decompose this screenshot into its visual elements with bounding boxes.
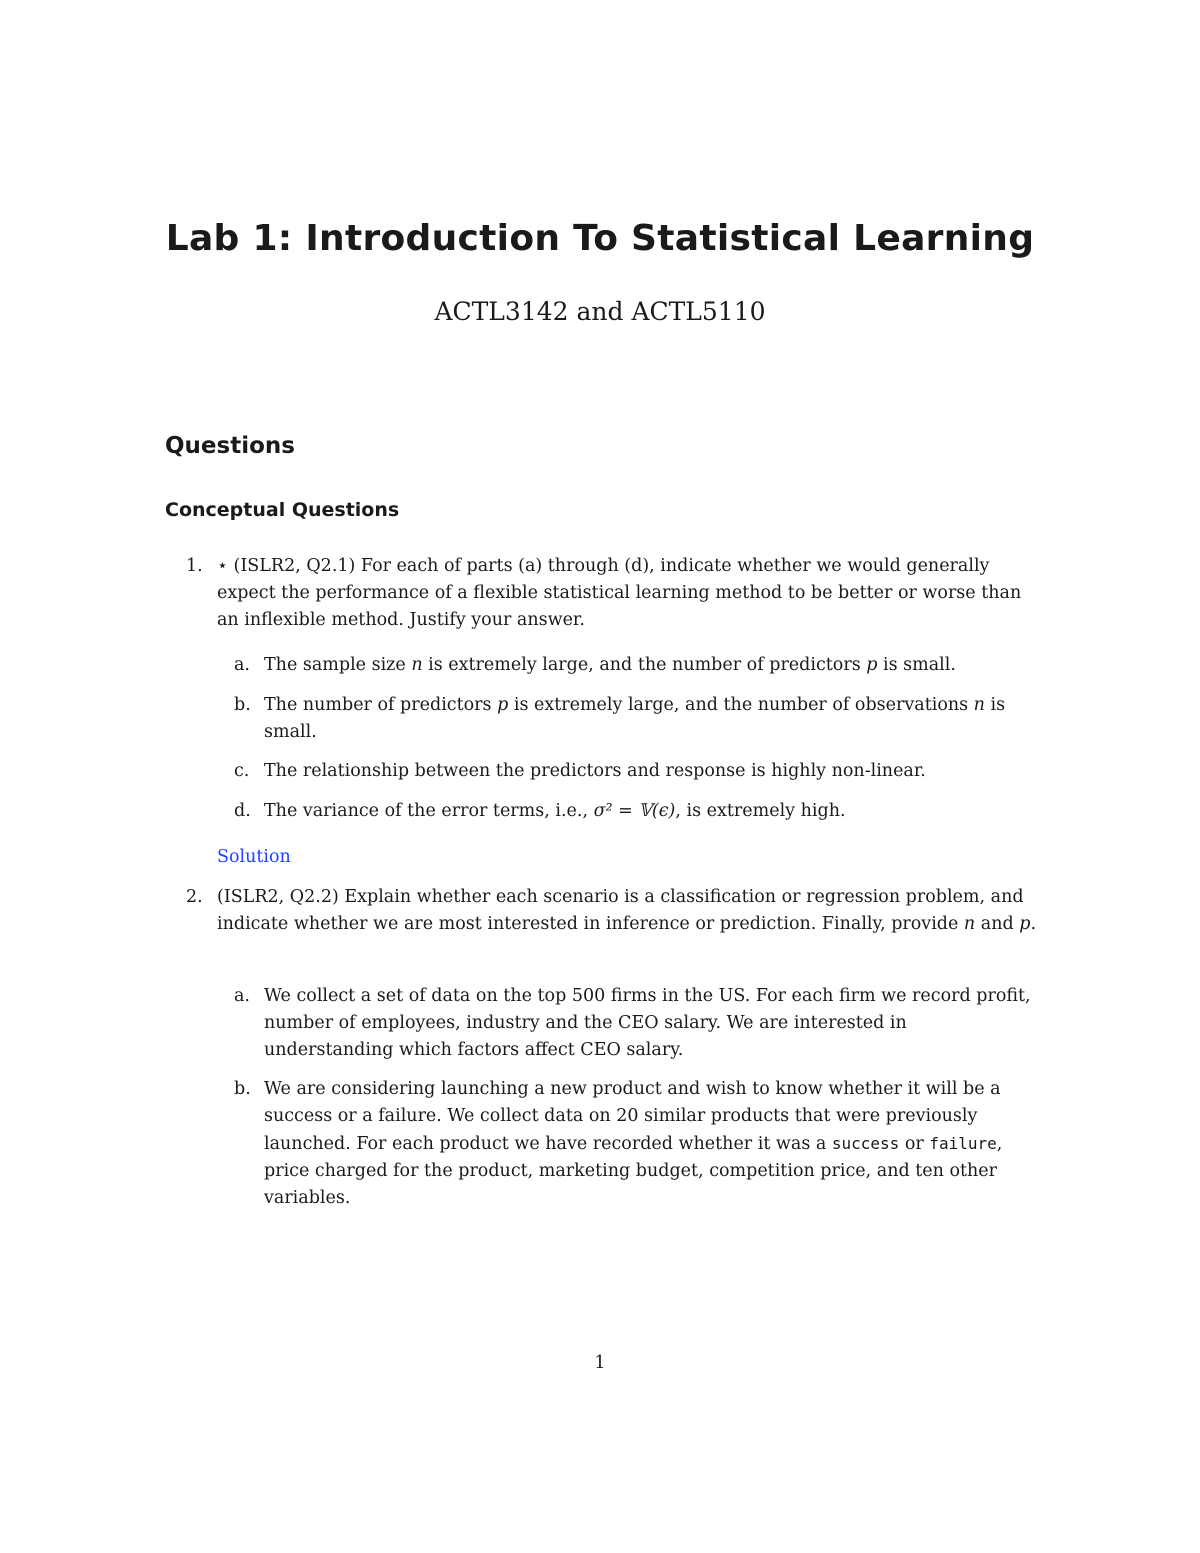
- page-title: Lab 1: Introduction To Statistical Learning: [165, 218, 1035, 259]
- question-2-part-a: [234, 983, 1038, 1064]
- solution-link[interactable]: Solution: [217, 847, 291, 867]
- question-1: [186, 553, 1038, 634]
- question-1-part-c: [234, 758, 1038, 785]
- part-letter: d.: [234, 801, 251, 821]
- part-letter: b.: [234, 695, 251, 715]
- part-letter: a.: [234, 986, 250, 1006]
- part-letter: a.: [234, 655, 250, 675]
- part-letter: c.: [234, 761, 250, 781]
- math-expression: σ² = 𝕍(ϵ): [593, 801, 676, 821]
- question-2-part-b: [234, 1076, 1038, 1212]
- question-2: [186, 884, 1038, 938]
- code-success: success: [831, 1134, 900, 1153]
- question-1-part-b: [234, 692, 1038, 746]
- part-text: The relationship between the predictors and response is highly non-linear.: [264, 761, 926, 781]
- part-text: The variance of the error terms, i.e., σ² = 𝕍(ϵ), is extremely high.: [264, 801, 846, 821]
- question-1-part-a: [234, 652, 1038, 679]
- part-letter: b.: [234, 1079, 251, 1099]
- part-text: We are considering launching a new product and wish to know whether it will be a success or a failure. We collect data on 20 similar products that were previously launched. For each product we have recorded whether it was a success or failure, price charged for the product, marketing budget, competition price, and ten other variables.: [264, 1079, 1003, 1208]
- question-text: (ISLR2, Q2.2) Explain whether each scenario is a classification or regression problem, and indicate whether we are most interested in inference or prediction. Finally, provide n and p.: [217, 887, 1037, 934]
- page-number: 1: [594, 1353, 606, 1373]
- question-number: 1.: [186, 556, 203, 576]
- page-subtitle: ACTL3142 and ACTL5110: [434, 297, 766, 326]
- question-text: [217, 553, 1038, 634]
- part-text: The sample size n is extremely large, and the number of predictors p is small.: [264, 655, 956, 675]
- code-failure: failure: [929, 1134, 997, 1153]
- part-text: We collect a set of data on the top 500 firms in the US. For each firm we record profit, number of employees, industry and the CEO salary. We are interested in understanding which factors affect CEO salary.: [264, 986, 1031, 1060]
- section-heading-questions: Questions: [165, 433, 295, 459]
- question-number: 2.: [186, 887, 203, 907]
- question-1-body: (ISLR2, Q2.1) For each of parts (a) through (d), indicate whether we would generally expect the performance of a flexible statistical learning method to be better or worse than an inflexible method. Justify your answer.: [217, 556, 1022, 630]
- section-heading-conceptual: Conceptual Questions: [165, 499, 400, 521]
- part-text: The number of predictors p is extremely large, and the number of observations n is small.: [264, 695, 1006, 742]
- question-1-part-d: [234, 798, 1038, 825]
- star-icon: ⋆: [217, 556, 228, 576]
